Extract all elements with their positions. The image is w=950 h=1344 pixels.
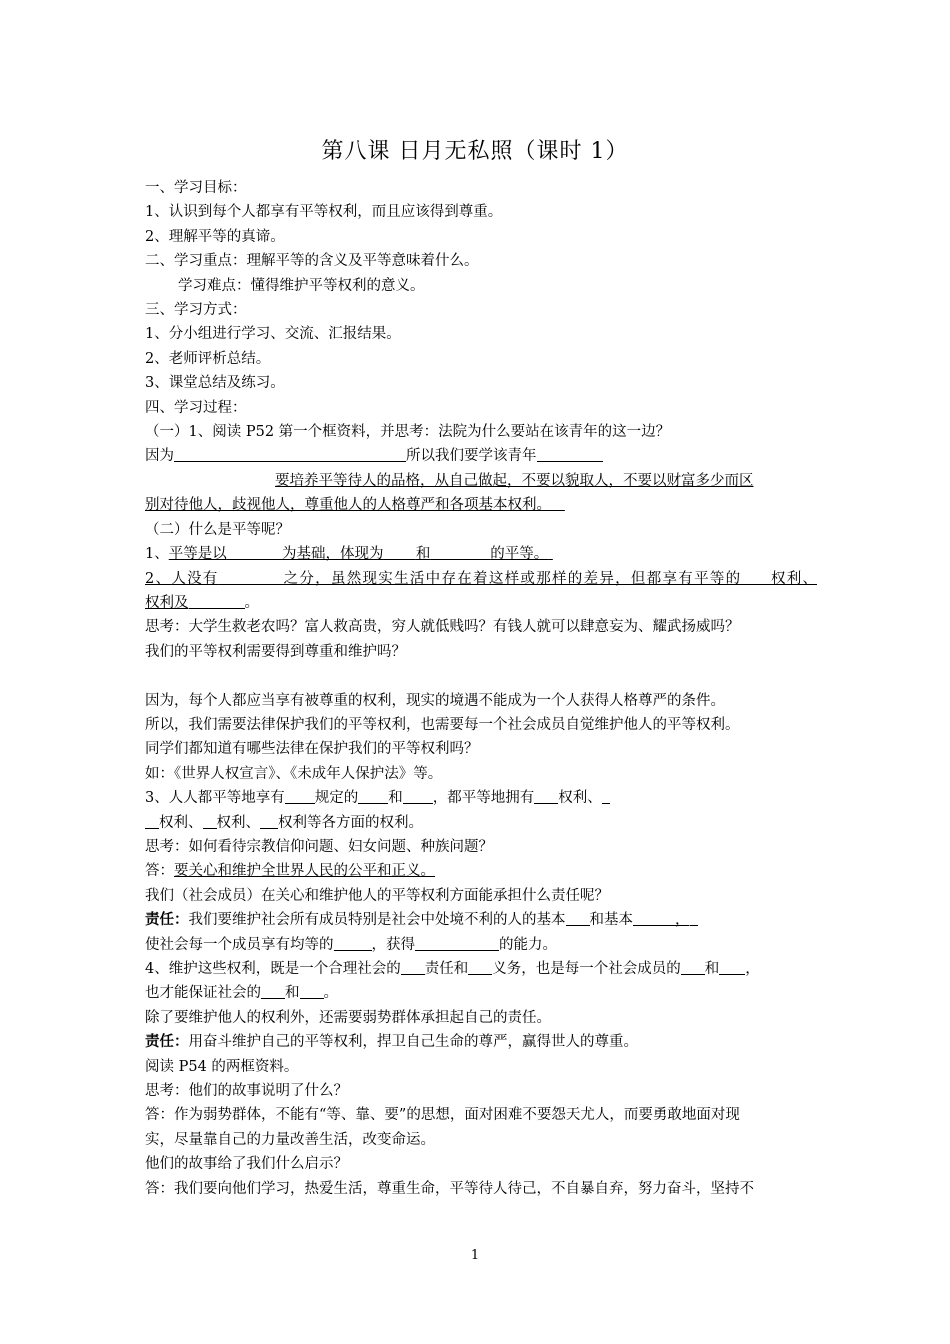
- reading-question: （一）1、阅读 P52 第一个框资料，并思考：法院为什么要站在该青年的这一边？: [145, 424, 671, 441]
- answer-line-2: 别对待他人，歧视他人，尊重他人的人格尊严和各项基本权利。: [145, 497, 551, 514]
- blank: [203, 813, 217, 829]
- objective-2: 2、理解平等的真谛。: [145, 228, 285, 245]
- explanation-2: 所以，我们需要法律保护我们的平等权利，也需要每一个社会成员自觉维护他人的平等权利。: [145, 716, 740, 733]
- page-number: 1: [470, 1248, 480, 1263]
- blank: [261, 983, 285, 999]
- responsibility-question: 我们（社会成员）在关心和维护他人的平等权利方面能承担什么责任呢？: [145, 887, 609, 904]
- section-process-heading: 四、学习过程：: [145, 399, 247, 416]
- fill-line-2: 2、人没有 之分，虽然现实生活中存在着这样或那样的差异，但都享有平等的 权利、: [145, 570, 817, 587]
- blank: [403, 788, 433, 804]
- blank: [401, 959, 425, 975]
- think-question-1: 思考：大学生救老农吗？富人救高贵，穷人就低贱吗？有钱人就可以肆意妄为、耀武扬威吗？: [145, 619, 740, 636]
- answer-justice: 答：要关心和维护全世界人民的公平和正义。: [145, 863, 435, 880]
- method-3: 3、课堂总结及练习。: [145, 375, 285, 392]
- laws-example: 如：《世界人权宣言》、《未成年人保护法》等。: [145, 765, 443, 782]
- fill-line-4: 3、人人都平等地享有 规定的 和 ，都平等地拥有 权利、: [145, 786, 817, 810]
- blank: [300, 983, 324, 999]
- vulnerable-groups-line: 除了要维护他人的权利外，还需要弱势群体承担起自己的责任。: [145, 1009, 551, 1026]
- blank: [690, 910, 698, 926]
- document-body: [145, 176, 817, 1201]
- laws-question: 同学们都知道有哪些法律在保护我们的平等权利吗？: [145, 741, 479, 758]
- blank: [468, 959, 492, 975]
- blank: [358, 788, 388, 804]
- objective-1: 1、认识到每个人都享有平等权利，而且应该得到尊重。: [145, 204, 503, 221]
- because-line: 因为 所以我们要学该青年: [145, 444, 817, 468]
- answer-4-line-1: 答：作为弱势群体，不能有“等、靠、要”的思想，面对困难不要怨天尤人，而要勇敢地面对现: [145, 1107, 740, 1124]
- blank: [566, 910, 590, 926]
- answer-line-1: 要培养平等待人的品格，从自己做起，不要以貌取人，不要以财富多少而区: [275, 472, 754, 489]
- blank: [633, 910, 675, 926]
- blank: [537, 446, 603, 462]
- reading-p54: 阅读 P54 的两框资料。: [145, 1058, 299, 1075]
- explanation-1: 因为，每个人都应当享有被尊重的权利，现实的境遇不能成为一个人获得人格尊严的条件。: [145, 692, 725, 709]
- blank: [174, 446, 406, 462]
- blank: [681, 959, 705, 975]
- answer-5-line-1: 答：我们要向他们学习，热爱生活，尊重生命，平等待人待己，不自暴自弃，努力奋斗，坚持不: [145, 1180, 754, 1197]
- method-1: 1、分小组进行学习、交流、汇报结果。: [145, 326, 401, 343]
- fill-line-3: 权利及 。: [145, 594, 259, 611]
- blank: [260, 813, 278, 829]
- blank: [334, 935, 372, 951]
- fill-line-1: 1、平等是以 为基础，体现为 和 的平等。: [145, 546, 549, 563]
- blank: [534, 788, 558, 804]
- answer-4-line-2: 实，尽量靠自己的力量改善生活，改变命运。: [145, 1131, 435, 1148]
- responsibility-line-2: 使社会每一个成员享有均等的 ，获得 的能力。: [145, 936, 557, 953]
- blank: [602, 788, 610, 804]
- blank: [719, 959, 745, 975]
- fill-line-7: 也才能保证社会的 和 。: [145, 985, 338, 1002]
- section-method-heading: 三、学习方式：: [145, 302, 247, 319]
- blank: [415, 935, 499, 951]
- section-objectives-heading: 一、学习目标：: [145, 180, 247, 196]
- fill-line-6: 4、维护这些权利，既是一个合理社会的 责任和 义务，也是每一个社会成员的 和 ，: [145, 960, 760, 977]
- fill-line-5: 权利、 权利、 权利等各方面的权利。: [145, 811, 817, 835]
- inspiration-question: 他们的故事给了我们什么启示？: [145, 1156, 348, 1173]
- think-question-3: 思考：如何看待宗教信仰问题、妇女问题、种族问题？: [145, 838, 493, 855]
- difficulty-line: 学习难点：懂得维护平等权利的意义。: [178, 277, 425, 294]
- think-question-4: 思考：他们的故事说明了什么？: [145, 1083, 348, 1100]
- blank: [189, 593, 245, 609]
- lesson-title: 第八课 日月无私照（课时 1）: [321, 139, 629, 164]
- think-question-2: 我们的平等权利需要得到尊重和维护吗？: [145, 643, 406, 660]
- responsibility-line-3: 责任：用奋斗维护自己的平等权利，捍卫自己生命的尊严，赢得世人的尊重。: [145, 1033, 638, 1051]
- method-2: 2、老师评析总结。: [145, 350, 271, 367]
- responsibility-line-1: 责任：我们要维护社会所有成员特别是社会中处境不利的人的基本 和基本 ，: [145, 908, 817, 932]
- section-focus-heading: 二、学习重点：理解平等的含义及平等意味着什么。: [145, 253, 479, 270]
- blank: [285, 788, 315, 804]
- subsection-what-is-equality: （二）什么是平等呢？: [145, 521, 290, 538]
- blank: [145, 813, 159, 829]
